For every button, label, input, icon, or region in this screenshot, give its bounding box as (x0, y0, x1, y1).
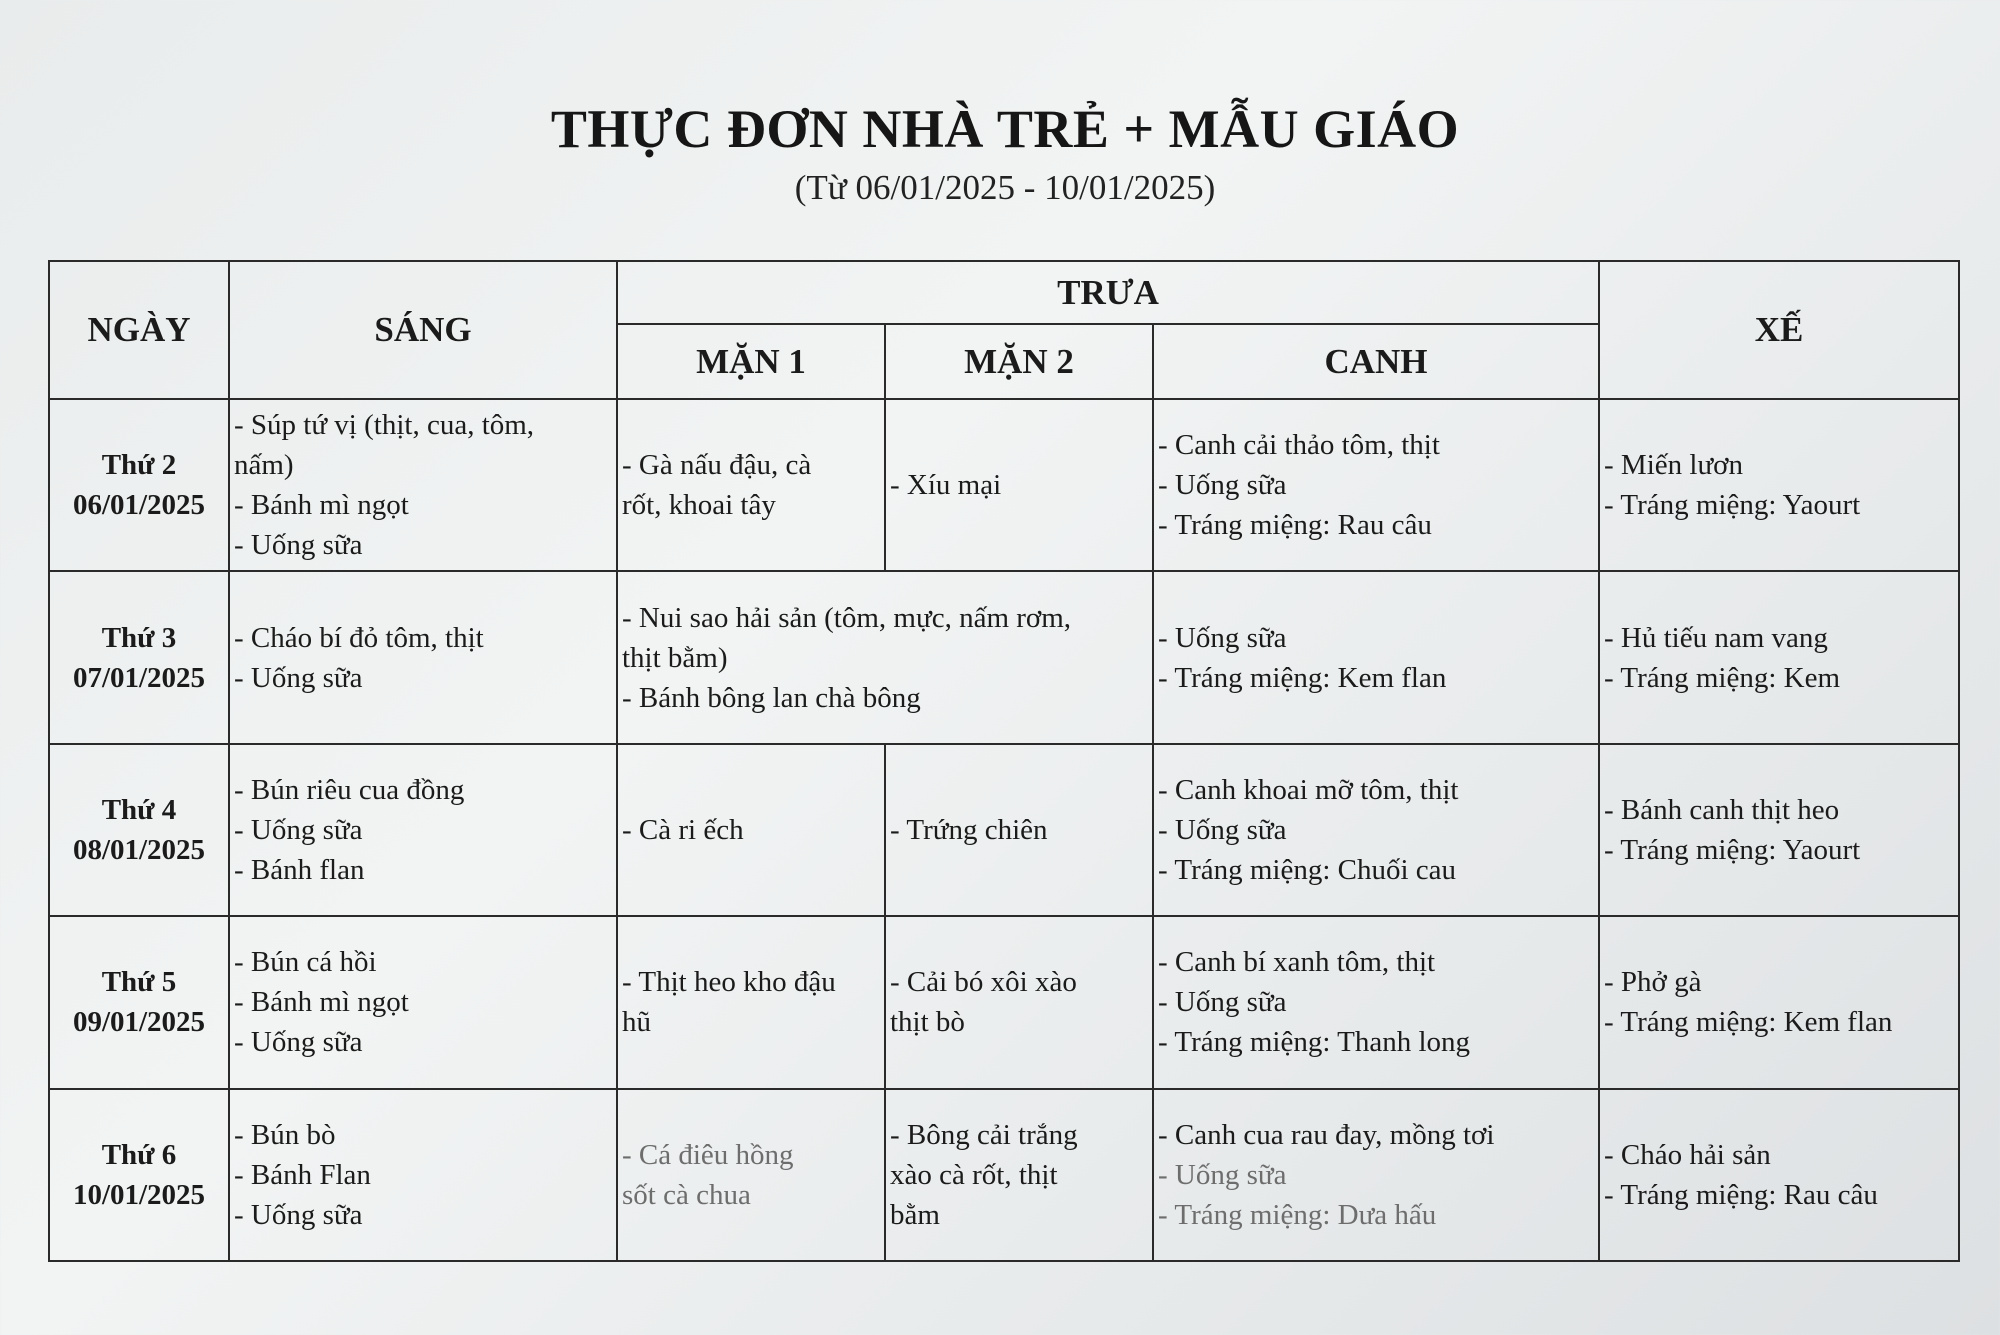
menu-table (48, 260, 1960, 1262)
dish-line: - Tráng miệng: Yaourt (1604, 833, 1861, 866)
dish-line: - Gà nấu đậu, cà (622, 449, 812, 482)
dish-line: nấm) (234, 449, 294, 482)
table-row (49, 399, 1959, 571)
dish-line: - Bún bò (234, 1118, 336, 1151)
dish-line: - Trứng chiên (890, 813, 1048, 846)
day-cell (49, 571, 229, 743)
dish-line: - Uống sữa (234, 529, 363, 562)
sang-cell (229, 399, 617, 571)
dish-line: - Bánh mì ngọt (234, 986, 409, 1019)
dish-line: - Miến lươn (1604, 449, 1743, 482)
man2-cell (885, 744, 1153, 916)
dish-line: - Bông cải trắng (890, 1118, 1078, 1151)
dish-line: thịt bằm) (622, 641, 728, 674)
sang-cell (229, 916, 617, 1088)
dish-line: thịt bò (890, 1006, 965, 1039)
dish-line: - Bánh Flan (234, 1158, 371, 1191)
man1-cell (617, 1089, 885, 1261)
sang-cell (229, 1089, 617, 1261)
dish-line: - Canh cải thảo tôm, thịt (1158, 429, 1440, 462)
dish-line: - Tráng miệng: Kem (1604, 661, 1841, 694)
dish-line: hũ (622, 1006, 651, 1039)
day-cell (49, 399, 229, 571)
man1-cell (617, 744, 885, 916)
dish-line: - Cà ri ếch (622, 813, 744, 846)
header-sang: SÁNG (229, 261, 617, 399)
canh-cell (1153, 916, 1599, 1088)
canh-cell (1153, 744, 1599, 916)
header-man1: MẶN 1 (617, 324, 885, 399)
dish-line: - Canh bí xanh tôm, thịt (1158, 946, 1436, 979)
dish-line: - Uống sữa (1158, 469, 1287, 502)
dish-line: - Tráng miệng: Chuối cau (1158, 853, 1457, 886)
day-name: Thứ 4 (101, 793, 177, 826)
xe-cell (1599, 1089, 1959, 1261)
dish-line: - Bánh flan (234, 853, 365, 886)
dish-line: sốt cà chua (622, 1178, 751, 1211)
dish-line: - Tráng miệng: Rau câu (1604, 1178, 1878, 1211)
dish-line: - Tráng miệng: Rau câu (1158, 509, 1432, 542)
header-man2: MẶN 2 (885, 324, 1153, 399)
dish-line: - Canh cua rau đay, mồng tơi (1158, 1118, 1495, 1151)
dish-line: - Bánh bông lan chà bông (622, 681, 921, 714)
dish-line: - Canh khoai mỡ tôm, thịt (1158, 773, 1459, 806)
dish-line: - Bánh mì ngọt (234, 489, 409, 522)
header-trua: TRƯA (617, 261, 1599, 324)
dish-line: - Cải bó xôi xào (890, 966, 1077, 999)
day-name: Thứ 6 (101, 1138, 177, 1171)
page-title: THỰC ĐƠN NHÀ TRẺ + MẪU GIÁO (550, 99, 1460, 159)
man-merged-cell (617, 571, 1153, 743)
dish-line: - Xíu mại (890, 469, 1002, 502)
dish-line: - Cá điêu hồng (622, 1138, 794, 1171)
date-range: (Từ 06/01/2025 - 10/01/2025) (794, 168, 1216, 207)
dish-line: - Hủ tiếu nam vang (1604, 621, 1828, 654)
canh-cell (1153, 399, 1599, 571)
dish-line: - Uống sữa (234, 1026, 363, 1059)
day-cell (49, 916, 229, 1088)
man2-cell (885, 1089, 1153, 1261)
dish-line: - Bún riêu cua đồng (234, 773, 465, 806)
dish-line: - Tráng miệng: Kem flan (1604, 1006, 1893, 1039)
dish-line: - Cháo hải sản (1604, 1138, 1771, 1171)
canh-cell (1153, 1089, 1599, 1261)
sang-cell (229, 571, 617, 743)
man1-cell (617, 399, 885, 571)
header-canh: CANH (1153, 324, 1599, 399)
dish-line: rốt, khoai tây (622, 489, 776, 522)
xe-cell (1599, 571, 1959, 743)
dish-line: - Uống sữa (1158, 621, 1287, 654)
day-name: Thứ 3 (101, 621, 177, 654)
dish-line: - Uống sữa (1158, 1158, 1287, 1191)
header-xe: XẾ (1599, 261, 1959, 399)
sang-cell (229, 744, 617, 916)
day-date: 10/01/2025 (72, 1178, 206, 1211)
dish-line: - Nui sao hải sản (tôm, mực, nấm rơm, (622, 601, 1072, 634)
xe-cell (1599, 744, 1959, 916)
day-date: 09/01/2025 (72, 1006, 206, 1039)
dish-line: - Tráng miệng: Kem flan (1158, 661, 1447, 694)
dish-line: - Uống sữa (234, 813, 363, 846)
table-row (49, 916, 1959, 1088)
dish-line: - Bún cá hồi (234, 946, 377, 979)
dish-line: - Súp tứ vị (thịt, cua, tôm, (234, 409, 535, 442)
table-row (49, 571, 1959, 743)
dish-line: - Tráng miệng: Thanh long (1158, 1026, 1471, 1059)
dish-line: - Uống sữa (234, 661, 363, 694)
dish-line: xào cà rốt, thịt (890, 1158, 1058, 1191)
xe-cell (1599, 916, 1959, 1088)
day-date: 06/01/2025 (72, 489, 206, 522)
day-cell (49, 744, 229, 916)
dish-line: bằm (890, 1198, 940, 1231)
dish-line: - Cháo bí đỏ tôm, thịt (234, 621, 484, 654)
dish-line: - Uống sữa (1158, 813, 1287, 846)
canh-cell (1153, 571, 1599, 743)
man2-cell (885, 916, 1153, 1088)
table-row (49, 744, 1959, 916)
dish-line: - Tráng miệng: Dưa hấu (1158, 1198, 1437, 1231)
day-date: 08/01/2025 (72, 833, 206, 866)
man2-cell (885, 399, 1153, 571)
dish-line: - Uống sữa (234, 1198, 363, 1231)
dish-line: - Thịt heo kho đậu (622, 966, 836, 999)
dish-line: - Tráng miệng: Yaourt (1604, 489, 1861, 522)
day-cell (49, 1089, 229, 1261)
day-name: Thứ 2 (101, 449, 177, 482)
header-ngay: NGÀY (49, 261, 229, 399)
day-date: 07/01/2025 (72, 661, 206, 694)
day-name: Thứ 5 (101, 966, 177, 999)
man1-cell (617, 916, 885, 1088)
table-row (49, 1089, 1959, 1261)
dish-line: - Uống sữa (1158, 986, 1287, 1019)
dish-line: - Bánh canh thịt heo (1604, 793, 1840, 826)
xe-cell (1599, 399, 1959, 571)
dish-line: - Phở gà (1604, 966, 1702, 999)
